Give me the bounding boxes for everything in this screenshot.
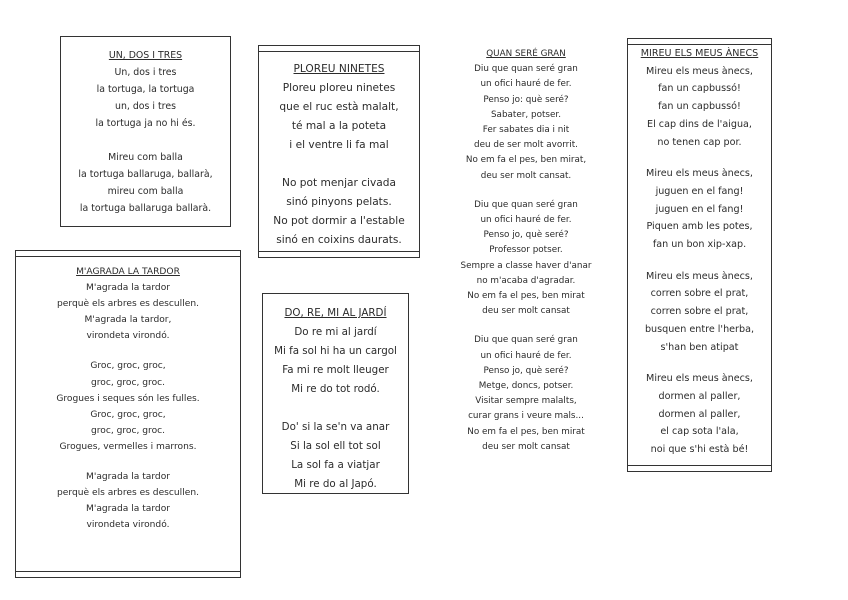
poem-line: mireu com balla [107,186,184,197]
poem-line: fan un capbussó! [658,101,741,113]
poem-line: groc, groc, groc. [90,425,166,436]
poem-line: Groc, groc, groc, [90,361,166,372]
stanza-gap [259,155,419,174]
poem-line: noi que s'hi està bé! [650,444,749,456]
poem-line: sinó en coixins daurats. [276,234,402,246]
poem-line: Penso jo: què seré? [483,94,569,105]
poem-line: corren sobre el prat, [650,306,749,318]
stanza-gap [628,151,771,165]
poem-line: la tortuga ballaruga, ballarà, [78,169,213,180]
poem-stanza [446,62,606,198]
poem-line: la tortuga ballaruga ballarà. [79,203,212,214]
poem-stanza [16,358,240,469]
poem-line: M'agrada la tardor [85,472,171,483]
stanza-gap [446,319,606,333]
poem-line: perquè els arbres es descullen. [57,299,199,310]
poem-line: Si la sol ell tot sol [290,440,381,452]
poem-line: Do' si la se'n va anar [281,421,390,433]
poem-stanza [61,64,230,149]
poem-card-quan-sere-gran [446,45,606,505]
poem-line: M'agrada la tardor [85,504,171,515]
poem-stanza [628,63,771,166]
poem-line: M'agrada la tardor, [84,315,172,326]
poem-stanza [628,165,771,268]
poem-line: Professor potser. [489,245,563,256]
poem-line: s'han ben atipat [660,341,739,353]
poem-line: No em fa el pes, ben mirat [467,426,585,437]
poem-line: Mireu els meus ànecs, [646,373,753,385]
poem-card-do-re-mi-al-jardi [262,293,409,494]
poem-line: deu ser molt cansat [482,306,570,317]
poem-stanza [446,333,606,455]
poem-line: Mireu com balla [108,152,183,163]
poem-line: Diu que quan seré gran [474,199,578,210]
poem-line: virondeta virondó. [86,520,170,531]
poem-line: deu ser molt cansat [482,441,570,452]
poem-card-mireu-els-meus-anecs [627,38,772,472]
poem-line: la tortuga ja no hi és. [95,118,196,129]
poem-line: Penso jo, què seré? [483,365,569,376]
poem-card-magrada-la-tardor [15,250,241,578]
poem-stanza [263,323,408,418]
poem-line: busquen entre l'herba, [644,323,755,335]
poem-line: Groc, groc, groc, [90,409,166,420]
stanza-gap [628,356,771,370]
stanza-gap [628,254,771,268]
poem-line: Diu que quan seré gran [474,335,578,346]
poem-line: corren sobre el prat, [650,288,749,300]
poem-stanza [628,268,771,371]
poem-title: MIREU ELS MEUS ÀNECS [640,48,759,59]
poem-line: Mireu els meus ànecs, [646,168,753,180]
poem-stanza [61,149,230,217]
poem-stanza [446,198,606,334]
poem-line: Mi re do tot rodó. [291,383,380,395]
poem-line: Fer sabates dia i nit [482,125,570,136]
poem-line: un ofici hauré de fer. [480,350,572,361]
poem-line: Grogues i seques són les fulles. [56,393,200,404]
poem-title: UN, DOS I TRES [108,50,183,61]
poem-line: La sol fa a viatjar [291,459,380,471]
poem-line: juguen en el fang! [655,203,744,215]
poem-line: deu ser molt cansat. [480,170,572,181]
poem-card-ploreu-ninetes [258,45,420,258]
poem-line: Visitar sempre malalts, [475,396,577,407]
poem-line: Grogues, vermelles i marrons. [59,441,197,452]
poem-line: No em fa el pes, ben mirat [467,291,585,302]
poem-line: No em fa el pes, ben mirat, [465,155,587,166]
poem-line: un, dos i tres [115,101,176,112]
poem-line: El cap dins de l'aigua, [647,118,752,130]
poem-line: Mireu els meus ànecs, [646,270,753,282]
poem-stanza [16,469,240,533]
poem-line: No pot dormir a l'estable [273,215,405,227]
poem-stanza [259,174,419,250]
poem-line: Penso jo, què seré? [483,230,569,241]
stanza-gap [16,344,240,358]
poem-line: i el ventre li fa mal [289,139,389,151]
poem-line: M'agrada la tardor [85,283,171,294]
poem-line: fan un bon xip-xap. [652,239,747,251]
poem-line: Mireu els meus ànecs, [646,65,753,77]
poem-line: Diu que quan seré gran [474,64,578,75]
poem-stanza [628,370,771,459]
poem-title: DO, RE, MI AL JARDÍ [284,307,387,319]
poem-title: PLOREU NINETES [293,63,385,75]
poem-line: que el ruc està malalt, [279,101,399,113]
poem-line: Piquen amb les potes, [646,221,753,233]
poem-line: fan un capbussó! [658,83,741,95]
poem-line: dormen al paller, [658,390,741,402]
poem-line: Sabater, potser. [490,109,562,120]
poem-line: Mi re do al Japó. [294,478,377,490]
poem-line: Un, dos i tres [114,67,177,78]
poem-line: Mi fa sol hi ha un cargol [274,345,397,357]
poem-line: un ofici hauré de fer. [480,79,572,90]
poem-line: No pot menjar civada [282,177,396,189]
poem-stanza [259,79,419,174]
poem-line: Ploreu ploreu ninetes [282,82,396,94]
poem-line: sinó pinyons pelats. [286,196,392,208]
poem-card-un-dos-i-tres [60,36,231,227]
poem-line: la tortuga, la tortuga [96,84,195,95]
poem-line: dormen al paller, [658,408,741,420]
poem-line: Sempre a classe haver d'anar [460,260,592,271]
poem-stanza [16,280,240,358]
poem-line: juguen en el fang! [655,185,744,197]
poem-line: un ofici hauré de fer. [480,215,572,226]
poem-line: té mal a la poteta [291,120,387,132]
poem-line: no tenen cap por. [657,136,742,148]
poem-line: curar grans i veure mals... [468,411,584,422]
poem-title: M'AGRADA LA TARDOR [76,267,180,277]
stanza-gap [16,455,240,469]
poem-line: Do re mi al jardí [294,326,377,338]
poem-line: el cap sota l'ala, [660,426,739,438]
poem-line: Fa mi re molt lleuger [282,364,389,376]
poem-line: groc, groc, groc. [90,377,166,388]
stanza-gap [446,184,606,198]
poem-line: no m'acaba d'agradar. [476,275,576,286]
poem-line: Metge, doncs, potser. [478,381,574,392]
poem-line: perquè els arbres es descullen. [57,488,199,499]
poem-title: QUAN SERÉ GRAN [486,49,566,59]
stanza-gap [263,399,408,418]
poem-line: deu de ser molt avorrit. [474,140,578,151]
poem-stanza [263,418,408,494]
poem-line: virondeta virondó. [86,331,170,342]
stanza-gap [61,132,230,149]
